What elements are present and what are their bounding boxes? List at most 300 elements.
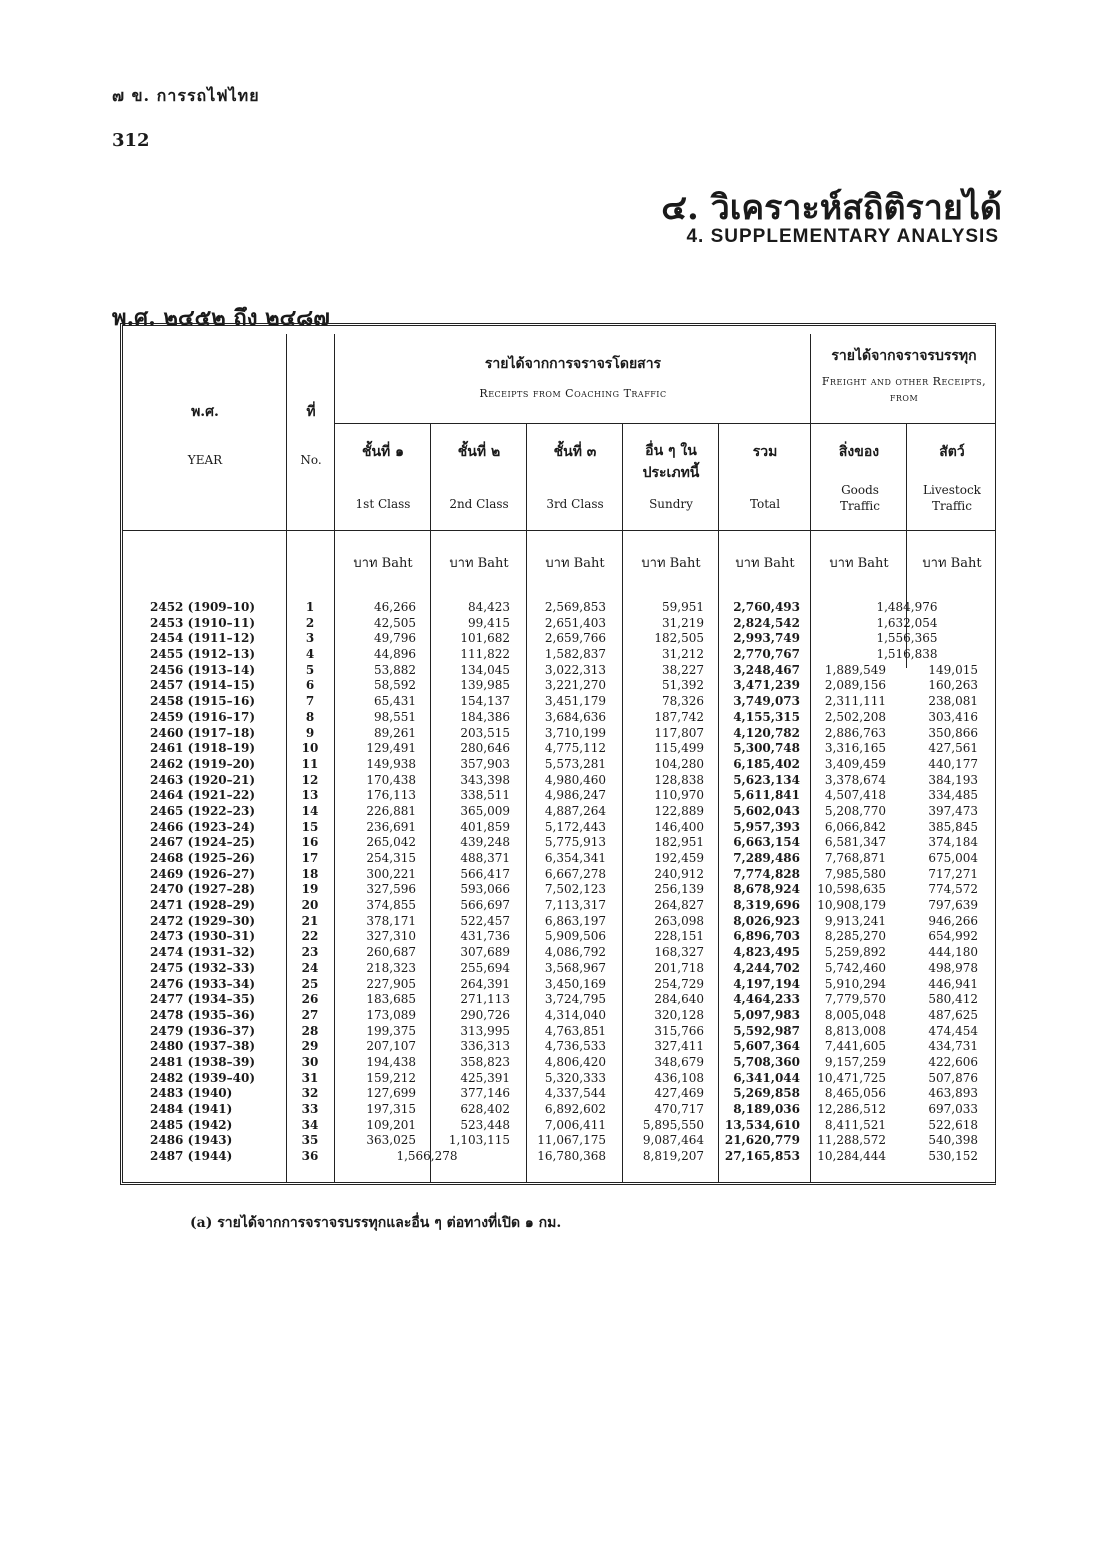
total-cell: 5,592,987 bbox=[733, 1023, 800, 1038]
second-class-cell: 628,402 bbox=[460, 1102, 510, 1116]
second-class-cell: 425,391 bbox=[460, 1070, 510, 1085]
first-class-cell: 46,266 bbox=[374, 600, 416, 614]
table-row bbox=[122, 1118, 994, 1134]
freight-header-english: Freight and other Receipts, from bbox=[821, 375, 987, 404]
first-class-cell: 176,113 bbox=[366, 788, 416, 803]
row-number-cell: 18 bbox=[301, 866, 319, 881]
sundry-cell: 436,108 bbox=[654, 1070, 704, 1085]
total-cell: 13,534,610 bbox=[724, 1117, 800, 1132]
total-cell: 3,248,467 bbox=[733, 662, 800, 677]
goods-cell: 2,886,763 bbox=[824, 725, 886, 740]
year-cell: 2469 (1926–27) bbox=[150, 866, 256, 881]
row-number-cell: 17 bbox=[301, 851, 319, 865]
col-sundry-english: Sundry bbox=[649, 497, 693, 511]
table-row bbox=[122, 1149, 994, 1165]
unit-label: บาท Baht bbox=[449, 556, 509, 571]
row-number-cell: 12 bbox=[301, 772, 319, 787]
row-number-cell: 27 bbox=[301, 1007, 319, 1022]
livestock-cell: 580,412 bbox=[928, 992, 978, 1007]
goods-cell: 2,311,111 bbox=[824, 694, 886, 709]
livestock-cell: 498,978 bbox=[928, 960, 978, 975]
third-class-cell: 3,221,270 bbox=[544, 678, 606, 693]
sundry-cell: 110,970 bbox=[654, 788, 704, 803]
third-class-cell: 4,806,420 bbox=[544, 1054, 606, 1069]
year-cell: 2478 (1935–36) bbox=[150, 1007, 256, 1022]
table-row bbox=[122, 882, 994, 898]
sundry-cell: 263,098 bbox=[654, 913, 704, 928]
row-number-cell: 8 bbox=[305, 709, 315, 724]
second-class-cell: 1,103,115 bbox=[448, 1133, 510, 1148]
first-class-cell: 127,699 bbox=[366, 1086, 416, 1101]
year-cell: 2466 (1923–24) bbox=[150, 819, 256, 834]
col-sundry-thai: อื่น ๆ ในประเภทนี้ bbox=[642, 443, 700, 481]
third-class-cell: 3,568,967 bbox=[544, 960, 606, 975]
goods-cell: 8,813,008 bbox=[824, 1023, 886, 1038]
first-class-cell: 58,592 bbox=[374, 678, 416, 693]
third-class-cell: 3,451,179 bbox=[544, 694, 606, 709]
goods-cell: 5,208,770 bbox=[824, 803, 886, 818]
table-row bbox=[122, 914, 994, 930]
first-class-cell: 207,107 bbox=[366, 1039, 416, 1054]
unit-label: บาท Baht bbox=[545, 556, 605, 571]
total-cell: 5,611,841 bbox=[733, 788, 800, 803]
table-body bbox=[122, 600, 994, 1165]
col-goods-english: Goods Traffic bbox=[840, 483, 880, 513]
sundry-cell: 117,807 bbox=[654, 725, 704, 740]
second-class-cell: 203,515 bbox=[460, 725, 510, 740]
first-class-cell: 378,171 bbox=[366, 913, 416, 928]
table-row bbox=[122, 929, 994, 945]
third-class-cell: 11,067,175 bbox=[537, 1133, 606, 1148]
first-class-cell: 109,201 bbox=[366, 1117, 416, 1132]
year-cell: 2462 (1919–20) bbox=[150, 756, 256, 771]
col-3rd-class-thai: ชั้นที่ ๓ bbox=[553, 444, 597, 460]
first-class-cell: 42,505 bbox=[374, 615, 416, 630]
sundry-cell: 182,505 bbox=[654, 631, 704, 646]
livestock-cell: 530,152 bbox=[928, 1149, 978, 1164]
goods-cell: 5,742,460 bbox=[824, 960, 886, 975]
sundry-cell: 470,717 bbox=[654, 1102, 704, 1116]
third-class-cell: 3,724,795 bbox=[544, 992, 606, 1007]
third-class-cell: 4,775,112 bbox=[544, 741, 606, 756]
unit-label: บาท Baht bbox=[735, 556, 795, 571]
first-class-cell: 170,438 bbox=[366, 772, 416, 787]
year-cell: 2465 (1922–23) bbox=[150, 803, 256, 818]
row-number-cell: 20 bbox=[301, 898, 319, 913]
freight-combined-cell: 1,556,365 bbox=[876, 631, 938, 646]
row-number-cell: 2 bbox=[305, 615, 315, 630]
col-3rd-class-english: 3rd Class bbox=[546, 497, 604, 511]
first-class-cell: 183,685 bbox=[366, 992, 416, 1007]
year-cell: 2452 (1909–10) bbox=[150, 600, 256, 614]
sundry-cell: 201,718 bbox=[654, 960, 704, 975]
total-cell: 2,770,767 bbox=[733, 647, 800, 662]
second-class-cell: 101,682 bbox=[460, 631, 510, 646]
second-class-cell: 99,415 bbox=[468, 615, 510, 630]
sundry-cell: 315,766 bbox=[654, 1023, 704, 1038]
no-header-thai: ที่ bbox=[306, 404, 316, 420]
second-class-cell: 111,822 bbox=[460, 647, 510, 662]
first-class-cell: 149,938 bbox=[366, 756, 416, 771]
total-cell: 5,602,043 bbox=[733, 803, 800, 818]
second-class-cell: 307,689 bbox=[460, 945, 510, 960]
sundry-cell: 254,729 bbox=[654, 976, 704, 991]
table-row bbox=[122, 1024, 994, 1040]
sundry-cell: 320,128 bbox=[654, 1007, 704, 1022]
year-cell: 2479 (1936–37) bbox=[150, 1023, 256, 1038]
table-row bbox=[122, 898, 994, 914]
goods-cell: 9,157,259 bbox=[824, 1054, 886, 1069]
freight-header-thai: รายได้จากจราจรบรรทุก bbox=[831, 348, 977, 364]
table-row bbox=[122, 773, 994, 789]
second-class-cell: 338,511 bbox=[460, 788, 510, 803]
table-row bbox=[122, 977, 994, 993]
first-class-cell: 300,221 bbox=[366, 866, 416, 881]
first-class-cell: 236,691 bbox=[366, 819, 416, 834]
livestock-cell: 238,081 bbox=[928, 694, 978, 709]
sundry-cell: 187,742 bbox=[654, 709, 704, 724]
sundry-cell: 146,400 bbox=[654, 819, 704, 834]
third-class-cell: 4,086,792 bbox=[544, 945, 606, 960]
table-row bbox=[122, 961, 994, 977]
first-class-cell: 227,905 bbox=[366, 976, 416, 991]
year-cell: 2470 (1927–28) bbox=[150, 882, 256, 897]
goods-cell: 10,471,725 bbox=[817, 1070, 886, 1085]
goods-cell: 8,285,270 bbox=[824, 929, 886, 944]
unit-label: บาท Baht bbox=[829, 556, 889, 571]
sundry-cell: 122,889 bbox=[654, 803, 704, 818]
row-number-cell: 1 bbox=[305, 600, 315, 614]
header-rule bbox=[334, 423, 996, 424]
col-goods-thai: สิ่งของ bbox=[838, 444, 880, 460]
third-class-cell: 5,775,913 bbox=[544, 835, 606, 850]
year-cell: 2471 (1928–29) bbox=[150, 898, 256, 913]
goods-cell: 1,889,549 bbox=[824, 662, 886, 677]
coaching-header-thai: รายได้จากการจราจรโดยสาร bbox=[484, 356, 662, 372]
row-number-cell: 30 bbox=[301, 1054, 319, 1069]
no-header-english: No. bbox=[300, 453, 322, 467]
livestock-cell: 522,618 bbox=[928, 1117, 978, 1132]
total-cell: 5,708,360 bbox=[733, 1054, 800, 1069]
row-number-cell: 31 bbox=[301, 1070, 319, 1085]
year-header-thai: พ.ศ. bbox=[191, 404, 219, 420]
third-class-cell: 4,887,264 bbox=[544, 803, 606, 818]
sundry-cell: 9,087,464 bbox=[642, 1133, 704, 1148]
third-class-cell: 6,354,341 bbox=[544, 851, 606, 865]
unit-label: บาท Baht bbox=[641, 556, 701, 571]
sundry-cell: 192,459 bbox=[654, 851, 704, 865]
third-class-cell: 3,684,636 bbox=[544, 709, 606, 724]
total-cell: 21,620,779 bbox=[724, 1133, 800, 1148]
total-cell: 4,197,194 bbox=[733, 976, 800, 991]
col-total-english: Total bbox=[749, 497, 781, 511]
first-class-cell: 44,896 bbox=[374, 647, 416, 662]
third-class-cell: 4,986,247 bbox=[544, 788, 606, 803]
row-number-cell: 26 bbox=[301, 992, 319, 1007]
goods-cell: 8,411,521 bbox=[824, 1117, 886, 1132]
unit-label: บาท Baht bbox=[353, 556, 413, 571]
sundry-cell: 59,951 bbox=[662, 600, 704, 614]
header-rule bbox=[122, 530, 996, 531]
total-cell: 27,165,853 bbox=[724, 1149, 800, 1164]
table-row bbox=[122, 820, 994, 836]
goods-cell: 7,985,580 bbox=[824, 866, 886, 881]
total-cell: 5,269,858 bbox=[733, 1086, 800, 1101]
total-cell: 3,471,239 bbox=[733, 678, 800, 693]
second-class-cell: 357,903 bbox=[460, 756, 510, 771]
first-class-cell: 218,323 bbox=[366, 960, 416, 975]
goods-cell: 3,316,165 bbox=[824, 741, 886, 756]
first-class-cell: 363,025 bbox=[366, 1133, 416, 1148]
table-row bbox=[122, 1039, 994, 1055]
third-class-cell: 4,736,533 bbox=[544, 1039, 606, 1054]
total-cell: 2,824,542 bbox=[733, 615, 800, 630]
total-cell: 6,663,154 bbox=[733, 835, 800, 850]
table-row bbox=[122, 647, 994, 663]
total-cell: 7,289,486 bbox=[733, 851, 800, 865]
section-title-english: 4. SUPPLEMENTARY ANALYSIS bbox=[686, 226, 999, 247]
second-class-cell: 255,694 bbox=[460, 960, 510, 975]
total-cell: 6,185,402 bbox=[733, 756, 800, 771]
goods-cell: 2,089,156 bbox=[824, 678, 886, 693]
sundry-cell: 256,139 bbox=[654, 882, 704, 897]
second-class-cell: 271,113 bbox=[460, 992, 510, 1007]
first-class-cell: 98,551 bbox=[374, 709, 416, 724]
third-class-cell: 4,763,851 bbox=[544, 1023, 606, 1038]
goods-cell: 8,465,056 bbox=[824, 1086, 886, 1101]
year-cell: 2477 (1934–35) bbox=[150, 992, 256, 1007]
table-row bbox=[122, 631, 994, 647]
livestock-cell: 444,180 bbox=[928, 945, 978, 960]
row-number-cell: 29 bbox=[301, 1039, 319, 1054]
sundry-cell: 182,951 bbox=[654, 835, 704, 850]
row-number-cell: 9 bbox=[305, 725, 315, 740]
total-cell: 5,097,983 bbox=[733, 1007, 800, 1022]
goods-cell: 6,066,842 bbox=[824, 819, 886, 834]
goods-cell: 6,581,347 bbox=[824, 835, 886, 850]
period-label: พ.ศ. ๒๔๕๒ ถึง ๒๔๘๗ bbox=[112, 305, 330, 331]
col-livestock-english: Livestock Traffic bbox=[923, 483, 981, 513]
first-class-cell: 129,491 bbox=[366, 741, 416, 756]
year-cell: 2484 (1941) bbox=[150, 1102, 233, 1116]
first-class-cell: 265,042 bbox=[366, 835, 416, 850]
sundry-cell: 240,912 bbox=[654, 866, 704, 881]
row-number-cell: 14 bbox=[301, 803, 319, 818]
livestock-cell: 374,184 bbox=[928, 835, 978, 850]
table-row bbox=[122, 1133, 994, 1149]
row-number-cell: 28 bbox=[301, 1023, 319, 1038]
total-cell: 6,896,703 bbox=[733, 929, 800, 944]
year-cell: 2481 (1938–39) bbox=[150, 1054, 256, 1069]
livestock-cell: 422,606 bbox=[928, 1054, 978, 1069]
second-class-cell: 343,398 bbox=[460, 772, 510, 787]
table-row bbox=[122, 945, 994, 961]
sundry-cell: 327,411 bbox=[654, 1039, 704, 1054]
table-row bbox=[122, 726, 994, 742]
row-number-cell: 13 bbox=[301, 788, 319, 803]
first-class-cell: 197,315 bbox=[366, 1102, 416, 1116]
row-number-cell: 3 bbox=[305, 631, 315, 646]
second-class-cell: 84,423 bbox=[468, 600, 510, 614]
goods-cell: 5,910,294 bbox=[824, 976, 886, 991]
first-class-cell: 374,855 bbox=[366, 898, 416, 913]
livestock-cell: 434,731 bbox=[928, 1039, 978, 1054]
livestock-cell: 350,866 bbox=[928, 725, 978, 740]
first-class-cell: 65,431 bbox=[374, 694, 416, 709]
second-class-cell: 358,823 bbox=[460, 1054, 510, 1069]
third-class-cell: 7,502,123 bbox=[544, 882, 606, 897]
second-class-cell: 280,646 bbox=[460, 741, 510, 756]
row-number-cell: 22 bbox=[301, 929, 319, 944]
first-class-cell: 327,310 bbox=[366, 929, 416, 944]
total-cell: 4,120,782 bbox=[733, 725, 800, 740]
first-class-cell: 194,438 bbox=[366, 1054, 416, 1069]
total-cell: 8,189,036 bbox=[733, 1102, 800, 1116]
goods-cell: 10,284,444 bbox=[817, 1149, 886, 1164]
total-cell: 4,155,315 bbox=[733, 709, 800, 724]
second-class-cell: 184,386 bbox=[460, 709, 510, 724]
second-class-cell: 488,371 bbox=[460, 851, 510, 865]
first-class-cell: 53,882 bbox=[374, 662, 416, 677]
year-cell: 2486 (1943) bbox=[150, 1133, 233, 1148]
year-cell: 2482 (1939–40) bbox=[150, 1070, 256, 1085]
total-cell: 4,464,233 bbox=[733, 992, 800, 1007]
second-class-cell: 431,736 bbox=[460, 929, 510, 944]
row-number-cell: 19 bbox=[301, 882, 319, 897]
livestock-cell: 487,625 bbox=[928, 1007, 978, 1022]
year-cell: 2475 (1932–33) bbox=[150, 960, 256, 975]
livestock-cell: 797,639 bbox=[928, 898, 978, 913]
table-row bbox=[122, 663, 994, 679]
third-class-cell: 2,659,766 bbox=[544, 631, 606, 646]
year-cell: 2476 (1933–34) bbox=[150, 976, 256, 991]
first-class-cell: 199,375 bbox=[366, 1023, 416, 1038]
livestock-cell: 446,941 bbox=[928, 976, 978, 991]
row-number-cell: 10 bbox=[301, 741, 319, 756]
row-number-cell: 32 bbox=[301, 1086, 319, 1101]
freight-combined-cell: 1,516,838 bbox=[876, 647, 938, 662]
third-class-cell: 5,320,333 bbox=[544, 1070, 606, 1085]
first-class-cell: 260,687 bbox=[366, 945, 416, 960]
year-cell: 2472 (1929–30) bbox=[150, 913, 256, 928]
row-number-cell: 21 bbox=[301, 913, 319, 928]
third-class-cell: 6,892,602 bbox=[544, 1102, 606, 1116]
row-number-cell: 33 bbox=[301, 1102, 319, 1116]
second-class-cell: 336,313 bbox=[460, 1039, 510, 1054]
table-row bbox=[122, 757, 994, 773]
sundry-cell: 284,640 bbox=[654, 992, 704, 1007]
first-class-cell: 89,261 bbox=[374, 725, 416, 740]
year-cell: 2468 (1925–26) bbox=[150, 851, 256, 865]
sundry-cell: 31,219 bbox=[662, 615, 704, 630]
year-cell: 2458 (1915–16) bbox=[150, 694, 256, 709]
first-class-cell: 226,881 bbox=[366, 803, 416, 818]
total-cell: 3,749,073 bbox=[733, 694, 800, 709]
second-class-cell: 566,417 bbox=[460, 866, 510, 881]
year-cell: 2457 (1914–15) bbox=[150, 678, 256, 693]
livestock-cell: 303,416 bbox=[928, 709, 978, 724]
sundry-cell: 115,499 bbox=[654, 741, 704, 756]
table-row bbox=[122, 992, 994, 1008]
third-class-cell: 2,569,853 bbox=[544, 600, 606, 614]
goods-cell: 10,908,179 bbox=[817, 898, 886, 913]
year-cell: 2474 (1931–32) bbox=[150, 945, 256, 960]
col-livestock-thai: สัตว์ bbox=[939, 444, 965, 460]
year-cell: 2473 (1930–31) bbox=[150, 929, 256, 944]
table-row bbox=[122, 741, 994, 757]
year-cell: 2485 (1942) bbox=[150, 1117, 233, 1132]
third-class-cell: 4,980,460 bbox=[544, 772, 606, 787]
row-number-cell: 4 bbox=[305, 647, 315, 662]
goods-cell: 3,409,459 bbox=[824, 756, 886, 771]
third-class-cell: 5,172,443 bbox=[544, 819, 606, 834]
total-cell: 6,341,044 bbox=[733, 1070, 800, 1085]
second-class-cell: 522,457 bbox=[460, 913, 510, 928]
livestock-cell: 474,454 bbox=[928, 1023, 978, 1038]
sundry-cell: 427,469 bbox=[654, 1086, 704, 1101]
col-1st-class-english: 1st Class bbox=[355, 497, 411, 511]
total-cell: 5,623,134 bbox=[733, 772, 800, 787]
row-number-cell: 7 bbox=[305, 694, 315, 709]
section-title-thai: ๔. วิเคราะห์สถิติรายได้ bbox=[661, 188, 1002, 228]
row-number-cell: 34 bbox=[301, 1117, 319, 1132]
row-number-cell: 25 bbox=[301, 976, 319, 991]
total-cell: 7,774,828 bbox=[733, 866, 800, 881]
goods-cell: 12,286,512 bbox=[817, 1102, 886, 1116]
third-class-cell: 6,667,278 bbox=[544, 866, 606, 881]
second-class-cell: 593,066 bbox=[460, 882, 510, 897]
first-class-cell: 254,315 bbox=[366, 851, 416, 865]
third-class-cell: 1,582,837 bbox=[544, 647, 606, 662]
table-row bbox=[122, 1071, 994, 1087]
row-number-cell: 24 bbox=[301, 960, 319, 975]
table-row bbox=[122, 710, 994, 726]
year-cell: 2461 (1918–19) bbox=[150, 741, 256, 756]
second-class-cell: 401,859 bbox=[460, 819, 510, 834]
second-class-cell: 264,391 bbox=[460, 976, 510, 991]
second-class-cell: 154,137 bbox=[460, 694, 510, 709]
first-class-cell: 159,212 bbox=[366, 1070, 416, 1085]
third-class-cell: 5,909,506 bbox=[544, 929, 606, 944]
livestock-cell: 463,893 bbox=[928, 1086, 978, 1101]
goods-cell: 3,378,674 bbox=[824, 772, 886, 787]
goods-cell: 2,502,208 bbox=[824, 709, 886, 724]
total-cell: 4,244,702 bbox=[733, 960, 800, 975]
second-class-cell: 377,146 bbox=[460, 1086, 510, 1101]
sundry-cell: 168,327 bbox=[654, 945, 704, 960]
table-row bbox=[122, 788, 994, 804]
goods-cell: 4,507,418 bbox=[824, 788, 886, 803]
sundry-cell: 31,212 bbox=[662, 647, 704, 662]
goods-cell: 8,005,048 bbox=[824, 1007, 886, 1022]
col-1st-class-thai: ชั้นที่ ๑ bbox=[361, 444, 405, 460]
col-total-thai: รวม bbox=[752, 444, 778, 460]
goods-cell: 7,768,871 bbox=[824, 851, 886, 865]
freight-combined-cell: 1,484,976 bbox=[876, 600, 938, 614]
coaching-header-english: Receipts from Coaching Traffic bbox=[479, 387, 667, 400]
sundry-cell: 51,392 bbox=[662, 678, 704, 693]
row-number-cell: 6 bbox=[305, 678, 315, 693]
year-cell: 2460 (1917–18) bbox=[150, 725, 256, 740]
livestock-cell: 507,876 bbox=[928, 1070, 978, 1085]
row-number-cell: 11 bbox=[301, 756, 319, 771]
year-cell: 2480 (1937–38) bbox=[150, 1039, 256, 1054]
third-class-cell: 4,314,040 bbox=[544, 1007, 606, 1022]
total-cell: 5,957,393 bbox=[733, 819, 800, 834]
year-cell: 2487 (1944) bbox=[150, 1149, 233, 1164]
livestock-cell: 427,561 bbox=[928, 741, 978, 756]
year-cell: 2453 (1910–11) bbox=[150, 615, 256, 630]
